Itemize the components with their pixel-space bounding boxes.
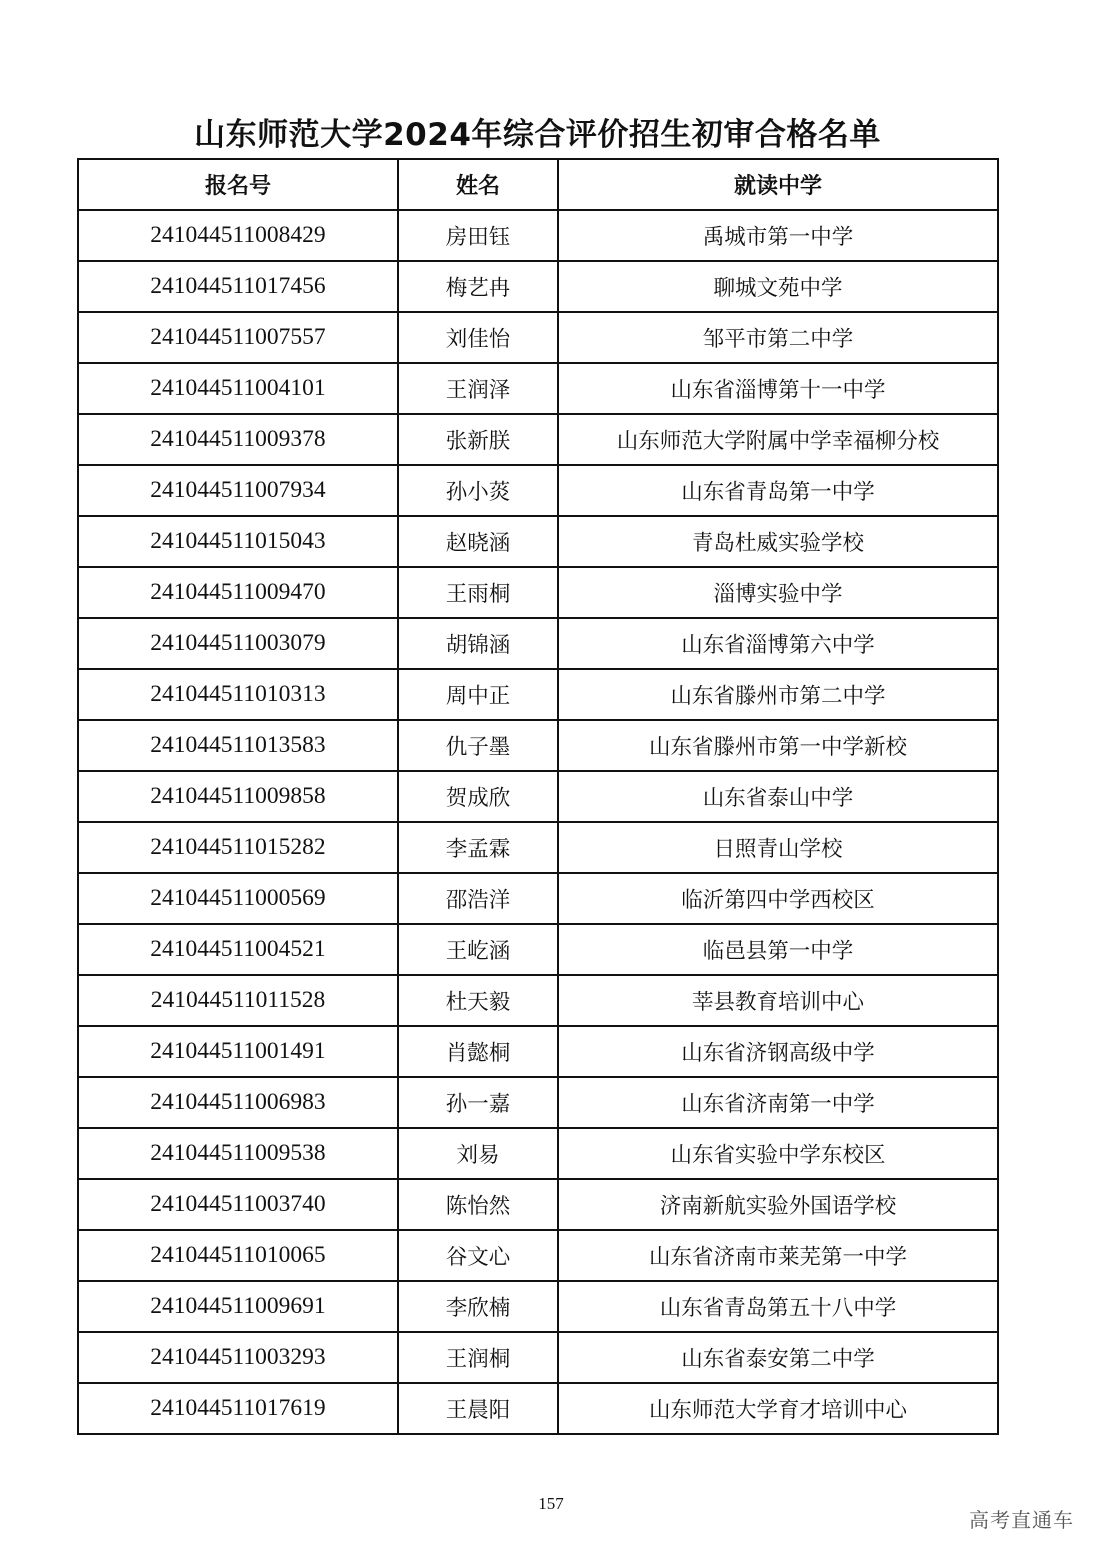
cell-school-name: 山东省泰山中学 bbox=[558, 771, 998, 822]
cell-registration-number: 241044511000569 bbox=[78, 873, 398, 924]
table-row bbox=[78, 720, 998, 771]
cell-student-name: 王屹涵 bbox=[398, 924, 558, 975]
header-name: 姓名 bbox=[398, 159, 558, 210]
roster-table bbox=[77, 158, 999, 1435]
cell-registration-number: 241044511006983 bbox=[78, 1077, 398, 1128]
cell-student-name: 王晨阳 bbox=[398, 1383, 558, 1434]
table-row bbox=[78, 261, 998, 312]
table-body bbox=[78, 210, 998, 1434]
table-row bbox=[78, 1383, 998, 1434]
cell-registration-number: 241044511009470 bbox=[78, 567, 398, 618]
cell-school-name: 山东省滕州市第一中学新校 bbox=[558, 720, 998, 771]
cell-student-name: 张新朕 bbox=[398, 414, 558, 465]
cell-student-name: 刘佳怡 bbox=[398, 312, 558, 363]
page-number: 157 bbox=[538, 1494, 564, 1513]
cell-school-name: 邹平市第二中学 bbox=[558, 312, 998, 363]
table-row bbox=[78, 618, 998, 669]
cell-student-name: 孙小菼 bbox=[398, 465, 558, 516]
cell-student-name: 仇子墨 bbox=[398, 720, 558, 771]
cell-school-name: 山东省滕州市第二中学 bbox=[558, 669, 998, 720]
cell-student-name: 赵晓涵 bbox=[398, 516, 558, 567]
cell-registration-number: 241044511003079 bbox=[78, 618, 398, 669]
table-row bbox=[78, 363, 998, 414]
cell-school-name: 山东省泰安第二中学 bbox=[558, 1332, 998, 1383]
cell-student-name: 杜天毅 bbox=[398, 975, 558, 1026]
header-school: 就读中学 bbox=[558, 159, 998, 210]
cell-school-name: 山东省青岛第五十八中学 bbox=[558, 1281, 998, 1332]
cell-registration-number: 241044511015043 bbox=[78, 516, 398, 567]
document-title: 山东师范大学2024年综合评价招生初审合格名单 bbox=[194, 117, 881, 153]
cell-school-name: 山东省济南第一中学 bbox=[558, 1077, 998, 1128]
cell-school-name: 山东省济钢高级中学 bbox=[558, 1026, 998, 1077]
cell-registration-number: 241044511003293 bbox=[78, 1332, 398, 1383]
cell-school-name: 日照青山学校 bbox=[558, 822, 998, 873]
table-row bbox=[78, 924, 998, 975]
cell-school-name: 聊城文苑中学 bbox=[558, 261, 998, 312]
cell-registration-number: 241044511004521 bbox=[78, 924, 398, 975]
table-row bbox=[78, 975, 998, 1026]
table-row bbox=[78, 822, 998, 873]
cell-school-name: 临邑县第一中学 bbox=[558, 924, 998, 975]
table-row bbox=[78, 312, 998, 363]
cell-student-name: 周中正 bbox=[398, 669, 558, 720]
cell-school-name: 山东省淄博第十一中学 bbox=[558, 363, 998, 414]
cell-school-name: 莘县教育培训中心 bbox=[558, 975, 998, 1026]
cell-school-name: 山东省淄博第六中学 bbox=[558, 618, 998, 669]
cell-registration-number: 241044511009858 bbox=[78, 771, 398, 822]
cell-student-name: 胡锦涵 bbox=[398, 618, 558, 669]
table-row bbox=[78, 414, 998, 465]
cell-school-name: 青岛杜威实验学校 bbox=[558, 516, 998, 567]
cell-registration-number: 241044511001491 bbox=[78, 1026, 398, 1077]
table-row bbox=[78, 1179, 998, 1230]
table-header-row bbox=[78, 159, 998, 210]
cell-student-name: 房田钰 bbox=[398, 210, 558, 261]
table-row bbox=[78, 1332, 998, 1383]
cell-registration-number: 241044511017619 bbox=[78, 1383, 398, 1434]
cell-registration-number: 241044511015282 bbox=[78, 822, 398, 873]
cell-student-name: 梅艺冉 bbox=[398, 261, 558, 312]
cell-registration-number: 241044511010065 bbox=[78, 1230, 398, 1281]
cell-student-name: 谷文心 bbox=[398, 1230, 558, 1281]
table-row bbox=[78, 516, 998, 567]
cell-student-name: 陈怡然 bbox=[398, 1179, 558, 1230]
header-registration-number: 报名号 bbox=[78, 159, 398, 210]
cell-student-name: 王雨桐 bbox=[398, 567, 558, 618]
cell-student-name: 李欣楠 bbox=[398, 1281, 558, 1332]
cell-school-name: 山东省济南市莱芜第一中学 bbox=[558, 1230, 998, 1281]
cell-school-name: 山东师范大学育才培训中心 bbox=[558, 1383, 998, 1434]
cell-registration-number: 241044511003740 bbox=[78, 1179, 398, 1230]
cell-registration-number: 241044511013583 bbox=[78, 720, 398, 771]
cell-school-name: 禹城市第一中学 bbox=[558, 210, 998, 261]
cell-school-name: 山东省实验中学东校区 bbox=[558, 1128, 998, 1179]
table-row bbox=[78, 567, 998, 618]
cell-registration-number: 241044511009378 bbox=[78, 414, 398, 465]
cell-registration-number: 241044511007934 bbox=[78, 465, 398, 516]
table-row bbox=[78, 669, 998, 720]
table-row bbox=[78, 1077, 998, 1128]
cell-registration-number: 241044511009691 bbox=[78, 1281, 398, 1332]
table-row bbox=[78, 1128, 998, 1179]
table-row bbox=[78, 210, 998, 261]
cell-student-name: 孙一嘉 bbox=[398, 1077, 558, 1128]
cell-school-name: 淄博实验中学 bbox=[558, 567, 998, 618]
cell-registration-number: 241044511007557 bbox=[78, 312, 398, 363]
cell-school-name: 临沂第四中学西校区 bbox=[558, 873, 998, 924]
cell-student-name: 王润泽 bbox=[398, 363, 558, 414]
table-row bbox=[78, 771, 998, 822]
cell-registration-number: 241044511008429 bbox=[78, 210, 398, 261]
watermark-text: 高考直通车 bbox=[969, 1508, 1074, 1532]
cell-student-name: 肖懿桐 bbox=[398, 1026, 558, 1077]
cell-registration-number: 241044511017456 bbox=[78, 261, 398, 312]
cell-registration-number: 241044511009538 bbox=[78, 1128, 398, 1179]
cell-student-name: 贺成欣 bbox=[398, 771, 558, 822]
cell-registration-number: 241044511011528 bbox=[78, 975, 398, 1026]
table-row bbox=[78, 1230, 998, 1281]
table-row bbox=[78, 873, 998, 924]
cell-school-name: 山东师范大学附属中学幸福柳分校 bbox=[558, 414, 998, 465]
table-row bbox=[78, 1281, 998, 1332]
cell-student-name: 刘易 bbox=[398, 1128, 558, 1179]
cell-school-name: 济南新航实验外国语学校 bbox=[558, 1179, 998, 1230]
cell-student-name: 李孟霖 bbox=[398, 822, 558, 873]
table-row bbox=[78, 1026, 998, 1077]
cell-registration-number: 241044511004101 bbox=[78, 363, 398, 414]
cell-student-name: 邵浩洋 bbox=[398, 873, 558, 924]
table-row bbox=[78, 465, 998, 516]
cell-registration-number: 241044511010313 bbox=[78, 669, 398, 720]
cell-school-name: 山东省青岛第一中学 bbox=[558, 465, 998, 516]
cell-student-name: 王润桐 bbox=[398, 1332, 558, 1383]
